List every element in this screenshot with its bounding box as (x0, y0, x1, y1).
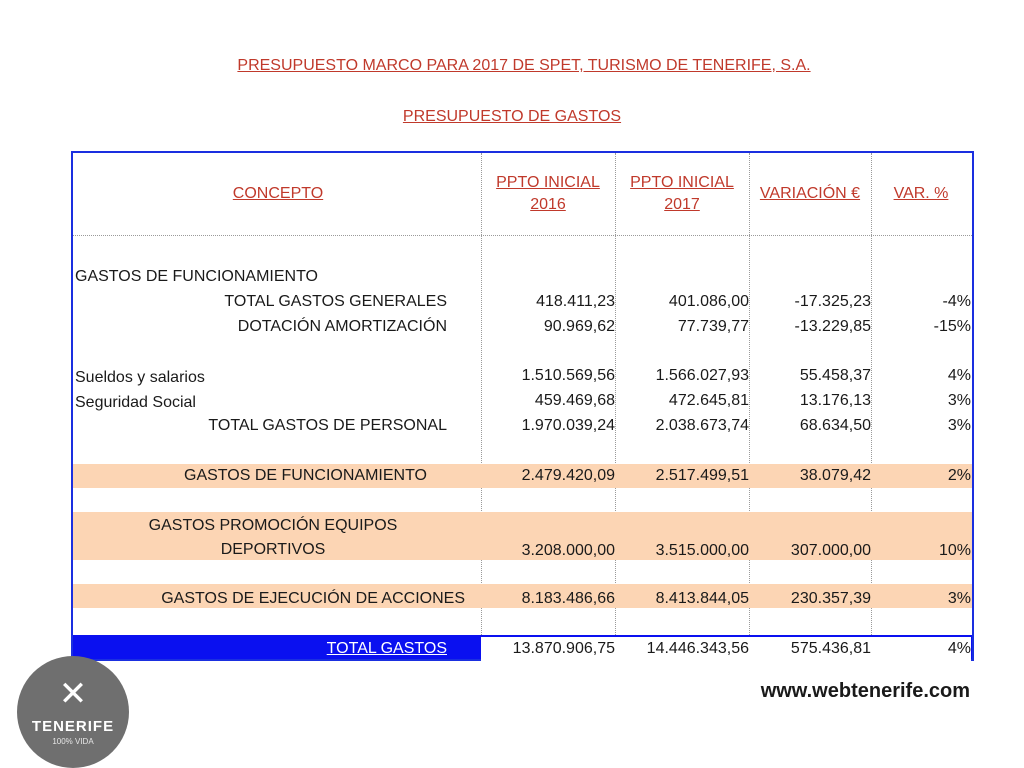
cell-2016: 13.870.906,75 (481, 637, 615, 661)
row-label: GASTOS DE EJECUCIÓN DE ACCIONES (161, 590, 465, 607)
row-label: DOTACIÓN AMORTIZACIÓN (237, 318, 447, 335)
cell-var-pct: 4% (947, 367, 971, 384)
row-label: GASTOS DE FUNCIONAMIENTO (184, 467, 427, 484)
cell-2016: 459.469,68 (534, 392, 615, 409)
header-divider (73, 235, 972, 236)
cell-variacion: -17.325,23 (794, 293, 871, 310)
cell-2017: 2.517.499,51 (655, 467, 749, 484)
cell-variacion: 230.357,39 (790, 590, 871, 607)
cell-var-pct: 10% (938, 542, 971, 559)
row-label: TOTAL GASTOS (326, 640, 447, 657)
header-ppto-2017: PPTO INICIAL 2017 (630, 174, 734, 213)
header-var-pct: VAR. % (893, 185, 949, 202)
cell-variacion: 575.436,81 (749, 637, 871, 661)
section-heading: GASTOS DE FUNCIONAMIENTO (75, 268, 318, 285)
cell-2016: 90.969,62 (543, 318, 615, 335)
cell-2016: 2.479.420,09 (521, 467, 615, 484)
cell-variacion: 68.634,50 (799, 417, 871, 434)
cell-variacion: 38.079,42 (799, 467, 871, 484)
cell-variacion: -13.229,85 (794, 318, 871, 335)
cell-2016: 418.411,23 (536, 293, 615, 310)
cell-2016: 8.183.486,66 (521, 590, 615, 607)
row-label: TOTAL GASTOS GENERALES (224, 293, 447, 310)
page-title: PRESUPUESTO MARCO PARA 2017 DE SPET, TURISMO DE TENERIFE, S.A. (237, 57, 811, 74)
cell-2017: 472.645,81 (668, 392, 749, 409)
cell-variacion: 55.458,37 (799, 367, 871, 384)
row-label: Sueldos y salarios (75, 369, 205, 386)
tenerife-logo (17, 656, 129, 768)
cell-2016: 1.970.039,24 (521, 417, 615, 434)
logo-name: TENERIFE (31, 718, 115, 735)
budget-table (71, 151, 974, 661)
cell-2017: 2.038.673,74 (655, 417, 749, 434)
cell-var-pct: -15% (933, 318, 971, 335)
row-label: Seguridad Social (75, 394, 196, 411)
x-icon: ✕ (58, 675, 88, 713)
cell-var-pct: 2% (947, 467, 971, 484)
cell-2016: 1.510.569,56 (521, 367, 615, 384)
cell-var-pct: 3% (947, 590, 971, 607)
header-ppto-2016: PPTO INICIAL 2016 (496, 174, 600, 213)
cell-var-pct: 4% (871, 637, 971, 661)
header-variacion: VARIACIÓN € (759, 185, 861, 202)
cell-var-pct: -4% (942, 293, 971, 310)
cell-var-pct: 3% (947, 417, 971, 434)
row-label: TOTAL GASTOS DE PERSONAL (208, 417, 447, 434)
logo-tagline: 100% VIDA (52, 737, 94, 746)
cell-2017: 401.086,00 (668, 293, 749, 310)
row-label: GASTOS PROMOCIÓN EQUIPOS DEPORTIVOS (148, 517, 398, 558)
page-subtitle: PRESUPUESTO DE GASTOS (402, 108, 622, 125)
website-link[interactable]: www.webtenerife.com (760, 680, 970, 702)
cell-2017: 1.566.027,93 (655, 367, 749, 384)
cell-2017: 14.446.343,56 (615, 637, 749, 661)
cell-variacion: 13.176,13 (799, 392, 871, 409)
header-concepto: CONCEPTO (232, 185, 324, 202)
cell-2016: 3.208.000,00 (521, 542, 615, 559)
cell-2017: 8.413.844,05 (655, 590, 749, 607)
cell-var-pct: 3% (947, 392, 971, 409)
cell-2017: 3.515.000,00 (655, 542, 749, 559)
cell-2017: 77.739,77 (677, 318, 749, 335)
cell-variacion: 307.000,00 (790, 542, 871, 559)
